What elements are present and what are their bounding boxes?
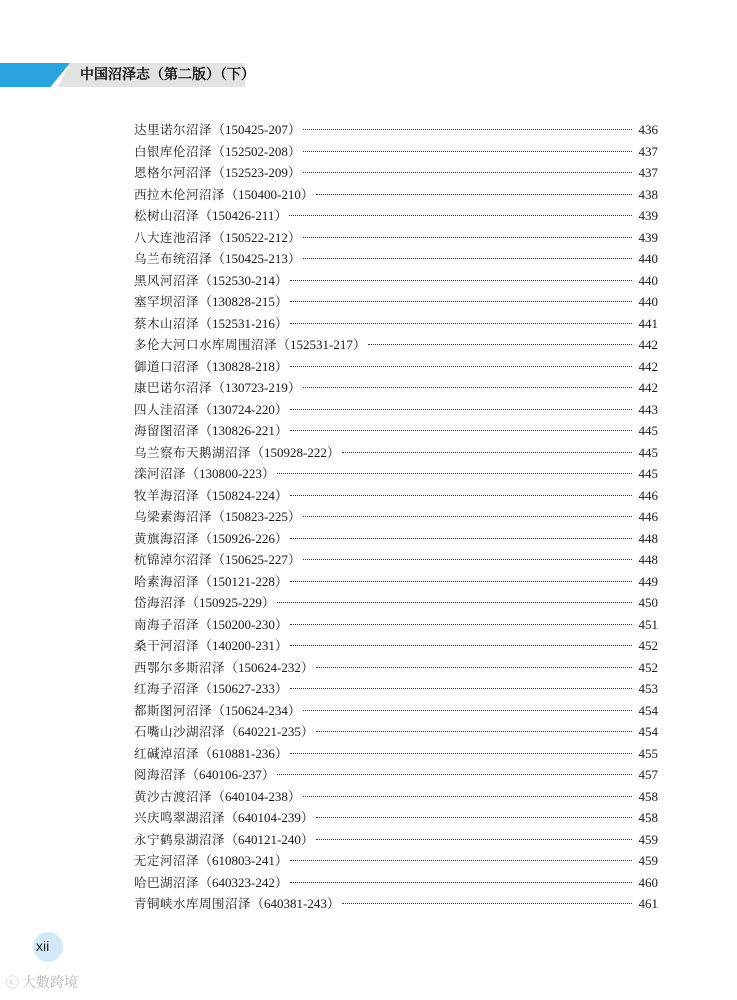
toc-leader-dots [290,687,632,689]
toc-entry-code-open-paren: （ [277,337,291,352]
toc-leader-dots [303,558,632,560]
toc-leader-dots [277,601,632,603]
toc-entry-code-open-paren: （ [225,831,239,847]
toc-entry[interactable] [134,313,658,335]
toc-entry-code-close-paren: ） [274,423,288,438]
book-title: 中国沼泽志（第二版）（下） [80,67,255,83]
toc-entry[interactable] [134,356,658,378]
toc-entry-code: 130828-218 [212,358,275,374]
toc-entry-title: 黄沙古渡沼泽 [134,788,213,804]
toc-entry-code-close-paren: ） [287,788,301,804]
toc-entry-title: 多伦大河口水库周围沼泽 [134,337,278,352]
toc-entry-page: 441 [638,315,658,331]
toc-entry-code-open-paren: （ [199,487,213,503]
toc-entry-code: 130724-220 [212,401,275,417]
toc-entry-title: 青铜峡水库周围沼泽 [134,896,252,911]
toc-entry-title: 永宁鹤泉湖沼泽 [134,831,226,847]
toc-entry-title: 康巴诺尔沼泽 [134,380,213,395]
toc-leader-dots [316,666,632,668]
toc-entry[interactable] [134,119,658,141]
toc-entry-page: 460 [638,874,658,890]
toc-leader-dots [303,150,632,152]
toc-entry-code-close-paren: ） [274,315,288,331]
toc-entry-code-close-paren: ） [287,229,301,245]
toc-entry[interactable] [134,291,658,313]
toc-entry-code-close-paren: ） [326,444,340,460]
toc-entry-title: 蔡木山沼泽 [134,315,200,331]
toc-leader-dots [277,472,632,474]
toc-entry[interactable] [134,786,658,808]
toc-leader-dots [290,408,632,410]
toc-leader-dots [316,730,632,732]
toc-entry-code-close-paren: ） [287,165,301,180]
toc-leader-dots [290,279,632,281]
toc-entry-title: 乌兰布统沼泽 [134,251,213,266]
toc-entry[interactable] [134,485,658,507]
toc-entry-title: 都斯图河沼泽 [134,702,213,718]
toc-entry-code-close-paren: ） [274,208,288,223]
toc-entry-code-close-paren: ） [274,294,288,309]
toc-entry-code: 150925-229 [199,595,262,610]
toc-entry-code-close-paren: ） [352,337,366,352]
toc-entry-page: 459 [638,831,658,847]
toc-entry-code: 152523-209 [225,165,288,180]
toc-entry[interactable] [134,463,658,485]
toc-entry[interactable] [134,592,658,614]
toc-entry[interactable] [134,743,658,765]
toc-entry-title: 御道口沼泽 [134,358,200,374]
toc-entry[interactable] [134,571,658,593]
toc-entry-code: 152531-216 [212,315,275,331]
toc-leader-dots [290,752,632,754]
toc-leader-dots [368,343,632,345]
toc-entry-code: 150824-224 [212,487,275,503]
toc-entry-page: 443 [638,401,658,417]
toc-leader-dots [289,214,632,216]
toc-entry-code: 130800-223 [199,466,262,481]
toc-entry-page: 437 [638,165,658,180]
toc-entry-code: 640106-237 [199,767,262,782]
toc-entry-code-close-paren: ） [261,466,275,481]
toc-entry[interactable] [134,334,658,356]
watermark [6,972,78,992]
running-header [0,63,255,87]
toc-entry-title: 八大连池沼泽 [134,229,213,245]
toc-entry-code-open-paren: （ [212,251,226,266]
toc-entry-code-open-paren: （ [199,853,213,868]
toc-entry-code: 150624-234 [225,702,288,718]
toc-leader-dots [277,773,632,775]
toc-entry-code: 150823-225 [225,509,288,524]
toc-entry-code-close-paren: ） [287,702,301,718]
toc-entry[interactable] [134,227,658,249]
toc-entry-code-close-paren: ） [274,616,288,632]
toc-entry-page: 439 [638,208,658,223]
toc-entry[interactable] [134,850,658,872]
toc-entry-code: 152502-208 [225,143,288,159]
toc-leader-dots [290,580,632,582]
toc-entry-title: 石嘴山沙湖沼泽 [134,724,226,739]
toc-entry-page: 452 [638,659,658,675]
toc-entry[interactable] [134,700,658,722]
toc-leader-dots [290,494,632,496]
toc-entry-title: 西拉木伦河沼泽 [134,186,226,202]
toc-entry-code: 640221-235 [238,724,301,739]
toc-leader-dots [290,644,632,646]
toc-entry-title: 哈巴湖沼泽 [134,874,200,890]
watermark-logo-icon: ⓒ [6,976,20,991]
toc-entry-code-open-paren: （ [199,208,213,223]
toc-entry-title: 阅海沼泽 [134,767,187,782]
toc-entry-code-close-paren: ） [261,595,275,610]
toc-entry-page: 458 [638,788,658,804]
toc-entry-code-open-paren: （ [186,595,200,610]
toc-entry-code-open-paren: （ [212,229,226,245]
toc-entry-title: 海留图沼泽 [134,423,200,438]
toc-entry-code-open-paren: （ [251,444,265,460]
toc-entry-title: 滦河沼泽 [134,466,187,481]
toc-entry-title: 无定河沼泽 [134,853,200,868]
toc-leader-dots [303,171,632,173]
toc-entry-title: 乌兰察布天鹅湖沼泽 [134,444,252,460]
toc-entry-code-open-paren: （ [199,530,213,546]
toc-entry-code: 150425-213 [225,251,288,266]
toc-entry-title: 西鄂尔多斯沼泽 [134,659,226,675]
toc-entry[interactable] [134,205,658,227]
toc-entry-page: 440 [638,251,658,266]
toc-leader-dots [303,515,632,517]
toc-leader-dots [290,623,632,625]
toc-leader-dots [316,838,632,840]
toc-entry-code-open-paren: （ [199,401,213,417]
toc-entry-page: 450 [638,595,658,610]
toc-entry-page: 446 [638,509,658,524]
toc-entry-code-close-paren: ） [274,853,288,868]
toc-entry-code-close-paren: ） [300,810,314,825]
toc-entry-page: 448 [638,552,658,567]
toc-leader-dots [316,816,632,818]
toc-leader-dots [303,236,632,238]
toc-entry-page: 440 [638,294,658,309]
toc-entry-page: 446 [638,487,658,503]
toc-entry-code-close-paren: ） [274,874,288,890]
toc-entry-code-open-paren: （ [212,122,226,137]
toc-entry-code-close-paren: ） [274,745,288,761]
toc-entry-code-close-paren: ） [326,896,340,911]
table-of-contents [134,119,658,915]
toc-entry-title: 松树山沼泽 [134,208,200,223]
toc-entry[interactable] [134,141,658,163]
toc-entry-title: 哈素海沼泽 [134,573,200,589]
page-number: xii [36,938,50,954]
toc-entry[interactable] [134,442,658,464]
toc-entry[interactable] [134,764,658,786]
toc-entry-code-close-paren: ） [300,831,314,847]
toc-entry[interactable] [134,270,658,292]
toc-entry-title: 红碱淖沼泽 [134,745,200,761]
toc-entry-code: 152531-217 [290,337,353,352]
toc-entry-page: 436 [638,122,658,137]
toc-entry[interactable] [134,829,658,851]
toc-entry-code: 130723-219 [225,380,288,395]
toc-entry-code-close-paren: ） [274,573,288,589]
toc-entry-code: 150624-232 [238,659,301,675]
toc-entry-page: 442 [638,337,658,352]
toc-entry-page: 445 [638,466,658,481]
toc-entry-code-open-paren: （ [186,767,200,782]
toc-leader-dots [342,902,632,904]
toc-entry-code-open-paren: （ [251,896,265,911]
toc-entry-code-close-paren: ） [300,659,314,675]
toc-leader-dots [290,322,632,324]
toc-leader-dots [290,365,632,367]
toc-entry-code-open-paren: （ [199,315,213,331]
toc-entry-code: 640381-243 [264,896,327,911]
toc-entry-code: 640104-239 [238,810,301,825]
toc-entry-page: 461 [638,896,658,911]
toc-entry-page: 442 [638,358,658,374]
toc-entry[interactable] [134,506,658,528]
toc-entry-code: 150121-228 [212,573,275,589]
toc-entry-code-close-paren: ） [287,509,301,524]
toc-entry-page: 457 [638,767,658,782]
toc-leader-dots [342,451,632,453]
watermark-text: 大數跨境 [22,975,79,991]
toc-entry[interactable] [134,377,658,399]
toc-entry-title: 恩格尔河沼泽 [134,165,213,180]
toc-entry-code: 130828-215 [212,294,275,309]
toc-entry-page: 440 [638,272,658,288]
toc-entry[interactable] [134,721,658,743]
toc-entry-code-open-paren: （ [225,724,239,739]
toc-entry-title: 乌梁素海沼泽 [134,509,213,524]
toc-entry-code: 640323-242 [212,874,275,890]
toc-entry-code-open-paren: （ [199,874,213,890]
toc-entry-code-close-paren: ） [274,487,288,503]
toc-entry-page: 437 [638,143,658,159]
toc-entry-code-open-paren: （ [199,573,213,589]
toc-entry-title: 杭锦淖尔沼泽 [134,552,213,567]
toc-entry-code: 150200-230 [212,616,275,632]
toc-entry-title: 岱海沼泽 [134,595,187,610]
toc-entry-code-close-paren: ） [274,272,288,288]
toc-entry-code-open-paren: （ [225,659,239,675]
toc-entry-code-open-paren: （ [199,272,213,288]
toc-entry-code-close-paren: ） [274,401,288,417]
toc-entry-code-close-paren: ） [274,638,288,653]
toc-entry-title: 黑风河沼泽 [134,272,200,288]
toc-leader-dots [303,386,632,388]
toc-entry-code: 150928-222 [264,444,327,460]
toc-entry-code-close-paren: ） [274,358,288,374]
toc-entry-code: 150425-207 [225,122,288,137]
toc-entry-page: 459 [638,853,658,868]
toc-entry-code: 640121-240 [238,831,301,847]
toc-entry-code-open-paren: （ [212,702,226,718]
toc-entry-page: 454 [638,724,658,739]
toc-entry-code-close-paren: ） [274,530,288,546]
toc-entry-code-open-paren: （ [212,380,226,395]
toc-entry-code-open-paren: （ [186,466,200,481]
toc-entry[interactable] [134,549,658,571]
toc-entry-page: 453 [638,681,658,696]
toc-entry-title: 白银库伦沼泽 [134,143,213,159]
toc-entry-code-close-paren: ） [287,143,301,159]
toc-entry[interactable] [134,657,658,679]
toc-entry-page: 445 [638,444,658,460]
header-accent-stripe [0,63,70,87]
toc-entry-code-open-paren: （ [212,165,226,180]
toc-entry[interactable] [134,807,658,829]
toc-entry[interactable] [134,872,658,894]
toc-entry-code-close-paren: ） [274,681,288,696]
toc-entry-code-open-paren: （ [199,358,213,374]
toc-entry-page: 449 [638,573,658,589]
toc-leader-dots [303,709,632,711]
toc-entry-code: 152530-214 [212,272,275,288]
toc-entry-code-open-paren: （ [212,143,226,159]
toc-entry-code-open-paren: （ [199,745,213,761]
toc-entry[interactable] [134,678,658,700]
toc-entry-code-close-paren: ） [300,186,314,202]
toc-leader-dots [290,881,632,883]
toc-entry-code-open-paren: （ [225,810,239,825]
toc-entry-page: 438 [638,186,658,202]
toc-entry-title: 红海子沼泽 [134,681,200,696]
toc-entry-page: 448 [638,530,658,546]
toc-entry-page: 454 [638,702,658,718]
toc-entry-code-open-paren: （ [199,638,213,653]
toc-entry-code-open-paren: （ [199,681,213,696]
toc-entry[interactable] [134,893,658,915]
toc-entry-page: 445 [638,423,658,438]
toc-entry-code-close-paren: ） [287,251,301,266]
toc-entry-code-open-paren: （ [199,294,213,309]
toc-entry[interactable] [134,528,658,550]
toc-entry-code: 150522-212 [225,229,288,245]
toc-entry-code: 150926-226 [212,530,275,546]
toc-entry-code: 130826-221 [212,423,275,438]
toc-entry[interactable] [134,162,658,184]
toc-entry-code-close-paren: ） [300,724,314,739]
toc-leader-dots [290,859,632,861]
toc-entry[interactable] [134,635,658,657]
toc-entry-code: 150400-210 [238,186,301,202]
toc-entry-code-open-paren: （ [212,509,226,524]
toc-leader-dots [303,128,632,130]
toc-entry-page: 458 [638,810,658,825]
toc-leader-dots [290,429,632,431]
toc-entry[interactable] [134,614,658,636]
toc-entry-code: 150625-227 [225,552,288,567]
toc-entry-title: 塞罕坝沼泽 [134,294,200,309]
toc-entry-code-open-paren: （ [212,788,226,804]
toc-entry-code-close-paren: ） [287,380,301,395]
toc-entry-code: 610803-241 [212,853,275,868]
toc-entry-title: 达里诺尔沼泽 [134,122,213,137]
toc-entry-page: 442 [638,380,658,395]
toc-entry-page: 439 [638,229,658,245]
toc-entry-code: 610881-236 [212,745,275,761]
toc-entry-page: 452 [638,638,658,653]
toc-entry[interactable] [134,420,658,442]
toc-leader-dots [316,193,632,195]
toc-entry[interactable] [134,248,658,270]
toc-entry-title: 桑干河沼泽 [134,638,200,653]
toc-entry-code: 640104-238 [225,788,288,804]
toc-entry-title: 南海子沼泽 [134,616,200,632]
toc-entry-code-open-paren: （ [199,423,213,438]
toc-entry[interactable] [134,399,658,421]
toc-entry-title: 兴庆鸣翠湖沼泽 [134,810,226,825]
toc-entry-page: 455 [638,745,658,761]
toc-entry-code-open-paren: （ [212,552,226,567]
toc-leader-dots [290,537,632,539]
toc-entry-page: 451 [638,616,658,632]
toc-entry-title: 牧羊海沼泽 [134,487,200,503]
toc-leader-dots [303,795,632,797]
toc-entry-code-close-paren: ） [287,552,301,567]
toc-entry-title: 黄旗海沼泽 [134,530,200,546]
toc-entry-code-open-paren: （ [199,616,213,632]
toc-entry-code-close-paren: ） [287,122,301,137]
toc-entry-code: 150426-211 [212,208,275,223]
toc-entry-title: 四人洼沼泽 [134,401,200,417]
toc-entry[interactable] [134,184,658,206]
toc-entry-code: 140200-231 [212,638,275,653]
toc-entry-code-open-paren: （ [225,186,239,202]
toc-leader-dots [290,300,632,302]
toc-entry-code: 150627-233 [212,681,275,696]
toc-leader-dots [303,257,632,259]
toc-entry-code-close-paren: ） [261,767,275,782]
